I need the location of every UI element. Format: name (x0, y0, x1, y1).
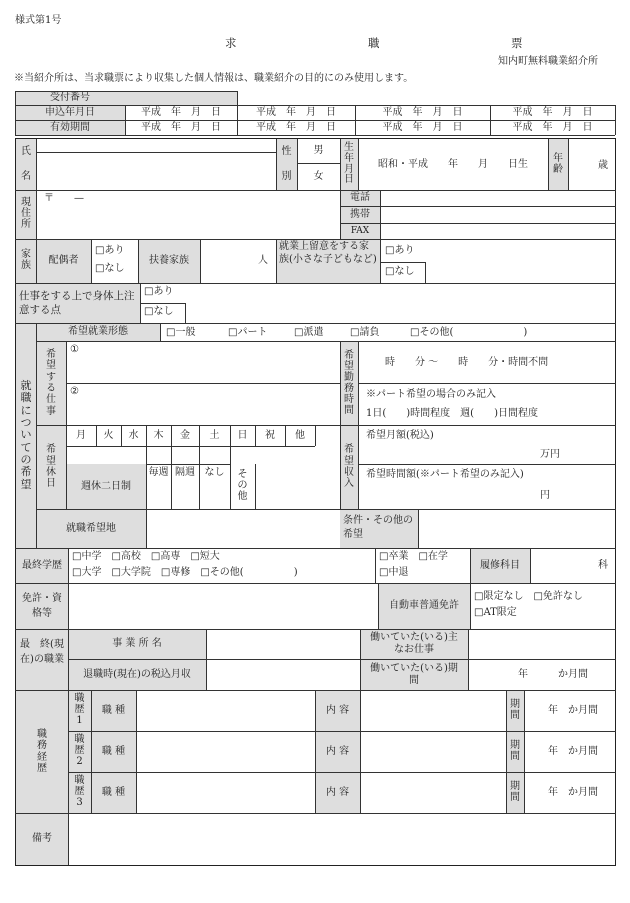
license-label: 免許・資格等 (22, 593, 62, 619)
desired-location-label: 就職希望地 (66, 522, 116, 534)
car-license-label: 自動車普通免許 (389, 600, 459, 611)
education-options-row1[interactable]: □中学 □高校 □高専 □短大 (72, 551, 220, 562)
term-field[interactable]: 年 か月間 (548, 705, 598, 716)
fax-field[interactable] (382, 225, 614, 237)
desired-holiday-label: 希 望 休 日 (46, 444, 56, 490)
mobile-field[interactable] (382, 208, 614, 221)
name-field[interactable] (38, 154, 274, 188)
other-conditions-field[interactable] (420, 511, 614, 546)
employment-hope-section-label: 就 職 に つ い て の 希 望 (20, 379, 32, 491)
phone-label: 電話 (350, 192, 370, 203)
female-option[interactable]: 女 (313, 170, 324, 182)
holiday-tue[interactable]: 火 (103, 429, 114, 441)
name-furigana-field[interactable] (38, 141, 274, 151)
spouse-yes-checkbox[interactable]: □あり (95, 245, 125, 256)
sex-label: 性 (281, 145, 292, 157)
car-license-options-row1[interactable]: □限定なし □免許なし (474, 591, 583, 602)
hourly-income-label: 希望時間額(※パート希望のみ記入) (366, 469, 524, 480)
holiday-other[interactable]: 他 (295, 429, 305, 441)
job-type-field[interactable] (138, 692, 313, 729)
company-name-label: 事 業 所 名 (112, 638, 162, 649)
spouse-label: 配偶者 (48, 255, 79, 266)
last-salary-label: 退職時(現在)の税込月収 (83, 668, 191, 680)
phone-field[interactable] (382, 192, 614, 204)
form-number: 様式第1号 (15, 15, 62, 26)
company-name-field[interactable] (208, 631, 358, 657)
car-license-options-row2[interactable]: □AT限定 (474, 607, 517, 618)
main-work-label: 働いていた(いる)主なお仕事 (370, 632, 458, 655)
work-period-label: 働いていた(いる)期間 (370, 662, 458, 686)
graduation-status-row2[interactable]: □中退 (379, 567, 409, 578)
remarks-label: 備考 (32, 833, 52, 844)
valid-period-label: 有効期間 (50, 121, 90, 133)
job-content-field[interactable] (362, 692, 504, 729)
hourly-income-unit: 円 (540, 490, 550, 501)
receipt-number-label: 受付番号 (50, 92, 90, 103)
form-title: 求 職 票 (225, 36, 583, 50)
type-contract-checkbox[interactable]: □請負 (350, 327, 380, 338)
every-week-option[interactable]: 毎週 (148, 467, 169, 478)
office-name: 知内町無料職業紹介所 (498, 56, 598, 67)
fax-label: FAX (350, 225, 370, 236)
education-label: 最終学歴 (22, 559, 62, 571)
address-label: 現 住 所 (21, 197, 31, 230)
holiday-national[interactable]: 祝 (265, 429, 275, 441)
family-care-no-checkbox[interactable]: □なし (385, 266, 415, 277)
part-time-detail-field[interactable]: 1日( )時間程度 週( )日間程度 (366, 408, 538, 419)
holiday-fri[interactable]: 金 (180, 429, 190, 441)
job-type-field[interactable] (138, 733, 313, 770)
health-no-checkbox[interactable]: □なし (144, 306, 174, 317)
holiday-mon[interactable]: 月 (76, 429, 86, 441)
remarks-field[interactable] (70, 815, 614, 863)
type-dispatch-checkbox[interactable]: □派遣 (294, 327, 324, 338)
job-type-label: 職 種 (101, 704, 126, 716)
monthly-income-label: 希望月額(税込) (366, 430, 434, 441)
holiday-thu[interactable]: 木 (153, 429, 164, 441)
dependents-unit: 人 (258, 255, 268, 266)
desired-hours-field[interactable]: 時 分 ～ 時 分・時間不問 (385, 357, 549, 368)
sex-label: 別 (281, 171, 292, 182)
date-field[interactable]: 平成 年 月 日 (256, 121, 336, 133)
spouse-no-checkbox[interactable]: □なし (95, 263, 125, 274)
job-history-label: 職 務 経 歴 (37, 728, 47, 774)
holiday-sat[interactable]: 土 (209, 429, 220, 441)
history-entry-label: 職 歴 3 (74, 775, 85, 808)
work-period-field[interactable]: 年 か月間 (518, 669, 588, 680)
health-yes-checkbox[interactable]: □あり (144, 286, 174, 297)
age-label: 年 齢 (553, 152, 563, 175)
date-field[interactable]: 平成 年 月 日 (256, 106, 336, 118)
term-label: 期 間 (510, 698, 520, 721)
postal-code-field[interactable]: 〒 — (44, 193, 84, 204)
date-field[interactable]: 平成 年 月 日 (141, 106, 221, 118)
graduation-status-row1[interactable]: □卒業 □在学 (379, 551, 448, 562)
job-type-field[interactable] (138, 774, 313, 811)
desired-job-2-field[interactable]: ② (70, 386, 79, 397)
part-time-note: ※パート希望の場合のみ記入 (366, 389, 496, 400)
health-label: 仕事をする上で身体上注意する点 (19, 290, 135, 317)
birth-date-label: 生 年 月 日 (344, 141, 354, 186)
other-conditions-label: 条件・その他の希望 (343, 515, 413, 540)
alternate-week-option[interactable]: 隔週 (175, 467, 195, 478)
job-type-label: 職 種 (101, 745, 126, 757)
no-weekend-option[interactable]: なし (204, 467, 225, 478)
dependents-label: 扶養家族 (149, 255, 189, 266)
two-day-weekend-label: 週休二日制 (81, 480, 131, 492)
date-field[interactable]: 平成 年 月 日 (141, 121, 221, 133)
privacy-notice: ※当紹介所は、当求職票により収集した個人情報は、職業紹介の目的にのみ使用します。 (14, 73, 414, 84)
history-entry-label: 職 歴 1 (74, 693, 85, 726)
job-content-label: 内 容 (325, 704, 350, 716)
job-type-label: 職 種 (101, 786, 126, 798)
holiday-sun[interactable]: 日 (237, 429, 248, 441)
term-field[interactable]: 年 か月間 (548, 746, 598, 757)
education-options-row2[interactable]: □大学 □大学院 □専修 □その他( ) (72, 567, 298, 578)
birth-date-field[interactable]: 昭和・平成 年 月 日生 (378, 158, 528, 170)
male-option[interactable]: 男 (313, 145, 324, 156)
family-label: 家 族 (21, 249, 31, 271)
type-part-checkbox[interactable]: □パート (228, 327, 268, 338)
last-salary-field[interactable] (208, 661, 358, 688)
course-label: 履修科目 (480, 559, 520, 571)
name-label: 名 (21, 171, 31, 182)
term-label: 期 間 (510, 739, 520, 762)
desired-hours-label: 希 望 勤 務 時 間 (344, 350, 354, 416)
family-care-yes-checkbox[interactable]: □あり (385, 245, 415, 256)
weekend-other-option[interactable]: そ の 他 (237, 469, 248, 502)
employment-type-label: 希望就業形態 (68, 326, 128, 337)
license-field[interactable] (70, 585, 376, 627)
family-care-label: 就業上留意をする家族(小さな子どもなど) (279, 241, 377, 265)
job-content-field[interactable] (362, 774, 504, 811)
desired-job-1-field[interactable]: ① (70, 344, 79, 355)
application-date-label: 申込年月日 (45, 106, 95, 118)
type-general-checkbox[interactable]: □一般 (166, 327, 196, 338)
course-unit: 科 (598, 560, 608, 571)
date-field[interactable]: 平成 年 月 日 (382, 121, 463, 133)
desired-location-field[interactable] (148, 511, 338, 546)
date-field[interactable]: 平成 年 月 日 (512, 106, 593, 118)
desired-job-label: 希 望 す る 仕 事 (46, 348, 56, 417)
last-job-label: 最 終(現在)の職業 (20, 639, 64, 665)
monthly-income-unit: 万円 (540, 449, 560, 460)
job-content-field[interactable] (362, 733, 504, 770)
history-entry-label: 職 歴 2 (74, 734, 85, 767)
term-field[interactable]: 年 か月間 (548, 787, 598, 798)
main-work-field[interactable] (470, 631, 614, 657)
mobile-label: 携帯 (350, 208, 370, 220)
age-unit: 歳 (598, 160, 608, 171)
holiday-wed[interactable]: 水 (128, 429, 139, 441)
job-content-label: 内 容 (325, 786, 350, 798)
desired-income-label: 希 望 収 入 (344, 444, 354, 490)
type-other-checkbox[interactable]: □その他( ) (410, 327, 528, 338)
term-label: 期 間 (510, 780, 520, 803)
date-field[interactable]: 平成 年 月 日 (382, 106, 463, 118)
name-label: 氏 (21, 145, 31, 157)
job-content-label: 内 容 (325, 745, 350, 757)
date-field[interactable]: 平成 年 月 日 (512, 121, 593, 133)
